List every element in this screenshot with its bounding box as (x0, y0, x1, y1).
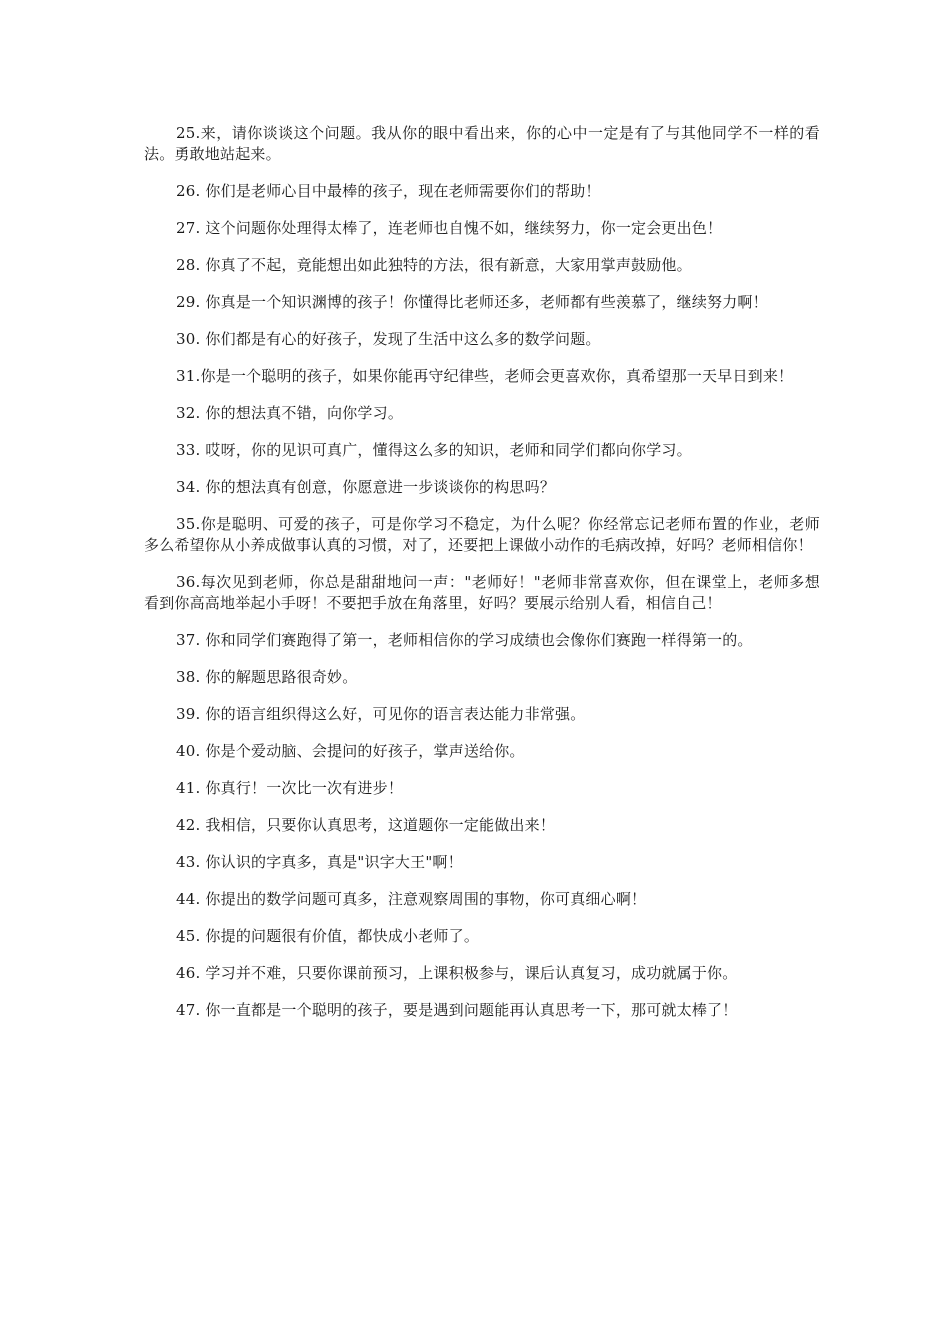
paragraph-47: 47. 你一直都是一个聪明的孩子，要是遇到问题能再认真思考一下，那可就太棒了！ (176, 1001, 738, 1019)
paragraph-31: 31.你是一个聪明的孩子，如果你能再守纪律些，老师会更喜欢你，真希望那一天早日到来！ (176, 367, 794, 385)
paragraph-30: 30. 你们都是有心的好孩子，发现了生活中这么多的数学问题。 (176, 330, 601, 348)
paragraph-27: 27. 这个问题你处理得太棒了，连老师也自愧不如，继续努力，你一定会更出色！ (176, 219, 723, 237)
paragraph-32: 32. 你的想法真不错，向你学习。 (176, 404, 404, 422)
paragraph-33: 33. 哎呀，你的见识可真广，懂得这么多的知识，老师和同学们都向你学习。 (176, 441, 692, 459)
paragraph-29: 29. 你真是一个知识渊博的孩子！你懂得比老师还多，老师都有些羡慕了，继续努力啊！ (176, 293, 768, 311)
paragraph-37: 37. 你和同学们赛跑得了第一，老师相信你的学习成绩也会像你们赛跑一样得第一的。 (176, 631, 753, 649)
paragraph-40: 40. 你是个爱动脑、会提问的好孩子，掌声送给你。 (176, 742, 525, 760)
paragraph-44: 44. 你提出的数学问题可真多，注意观察周围的事物，你可真细心啊！ (176, 890, 647, 908)
paragraph-26: 26. 你们是老师心目中最棒的孩子，现在老师需要你们的帮助！ (176, 182, 601, 200)
paragraph-36: 36.每次见到老师，你总是甜甜地问一声："老师好！"老师非常喜欢你，但在课堂上，老师多想看到你高高地举起小手呀！不要把手放在角落里，好吗？要展示给别人看，相信自己！ (144, 573, 820, 612)
paragraph-41: 41. 你真行！一次比一次有进步！ (176, 779, 404, 797)
paragraph-25: 25.来，请你谈谈这个问题。我从你的眼中看出来，你的心中一定是有了与其他同学不一样的看法。勇敢地站起来。 (144, 124, 820, 163)
paragraph-34: 34. 你的想法真有创意，你愿意进一步谈谈你的构思吗？ (176, 478, 556, 496)
document-body (144, 123, 820, 1037)
paragraph-38: 38. 你的解题思路很奇妙。 (176, 668, 358, 686)
paragraph-28: 28. 你真了不起，竟能想出如此独特的方法，很有新意，大家用掌声鼓励他。 (176, 256, 692, 274)
paragraph-39: 39. 你的语言组织得这么好，可见你的语言表达能力非常强。 (176, 705, 586, 723)
paragraph-42: 42. 我相信，只要你认真思考，这道题你一定能做出来！ (176, 816, 556, 834)
paragraph-46: 46. 学习并不难，只要你课前预习，上课积极参与，课后认真复习，成功就属于你。 (176, 964, 738, 982)
paragraph-45: 45. 你提的问题很有价值，都快成小老师了。 (176, 927, 480, 945)
paragraph-35: 35.你是聪明、可爱的孩子，可是你学习不稳定，为什么呢？你经常忘记老师布置的作业，老师多么希望你从小养成做事认真的习惯，对了，还要把上课做小动作的毛病改掉，好吗？老师相信你！ (144, 515, 820, 554)
paragraph-43: 43. 你认识的字真多，真是"识字大王"啊！ (176, 853, 463, 871)
